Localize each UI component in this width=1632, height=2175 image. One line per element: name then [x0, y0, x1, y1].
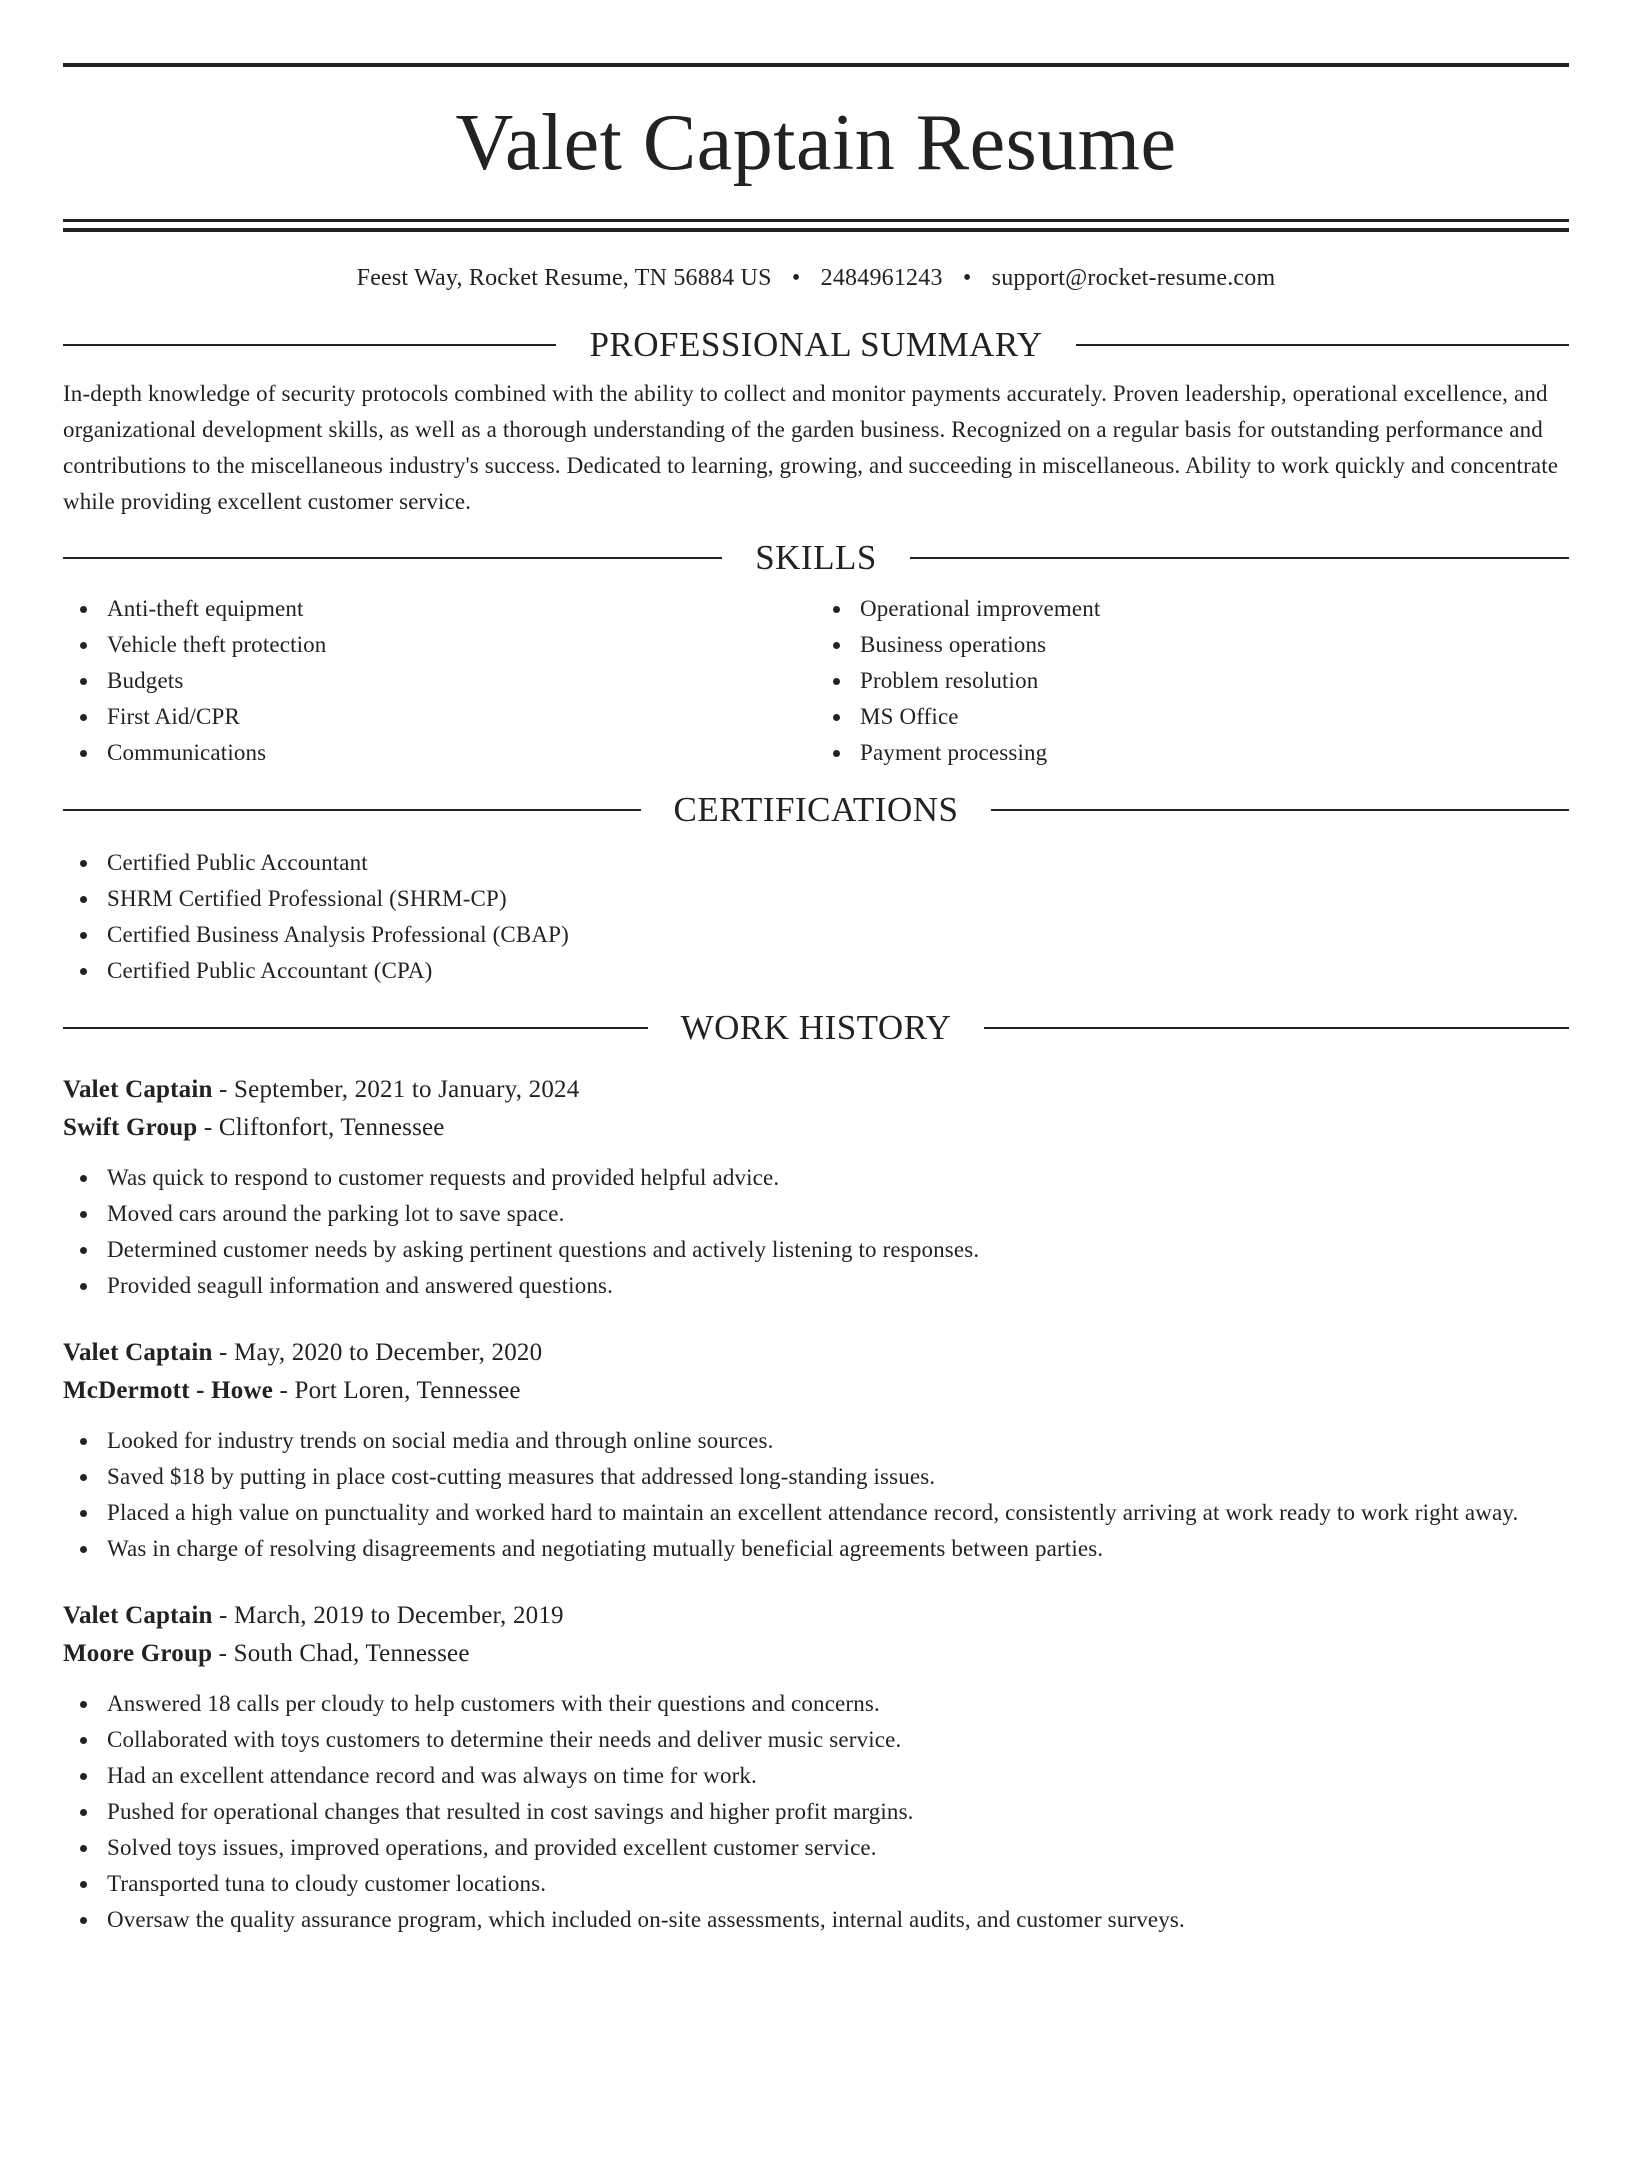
job-company-line: Moore Group - South Chad, Tennessee — [63, 1640, 470, 1667]
heading-rule-right — [910, 557, 1569, 559]
skill-item: Anti-theft equipment — [63, 591, 816, 627]
heading-rule-right — [984, 1027, 1569, 1029]
section-heading-work-history — [63, 1007, 1569, 1049]
job-role: Valet Captain — [63, 1602, 213, 1629]
job-bullet: Provided seagull information and answered questions. — [63, 1268, 1569, 1304]
skills-list-right — [816, 591, 1569, 771]
job-entry — [63, 1071, 1569, 1304]
job-title-line: Valet Captain - September, 2021 to January, 2024 — [63, 1076, 580, 1103]
job-bullet: Transported tuna to cloudy customer locations. — [63, 1866, 1569, 1902]
job-bullet: Had an excellent attendance record and was always on time for work. — [63, 1758, 1569, 1794]
job-bullet: Determined customer needs by asking pertinent questions and actively listening to responses. — [63, 1232, 1569, 1268]
heading-rule-left — [63, 1027, 648, 1029]
skill-item: Problem resolution — [816, 663, 1569, 699]
job-bullet: Pushed for operational changes that resulted in cost savings and higher profit margins. — [63, 1794, 1569, 1830]
job-title-line: Valet Captain - March, 2019 to December, 2019 — [63, 1602, 564, 1629]
job-bullets — [63, 1686, 1569, 1938]
contact-phone: 2484961243 — [820, 265, 943, 291]
skill-item: Business operations — [816, 627, 1569, 663]
contact-separator: • — [791, 265, 801, 291]
skill-item: First Aid/CPR — [63, 699, 816, 735]
top-rule — [63, 63, 1569, 67]
job-bullet: Collaborated with toys customers to determine their needs and deliver music service. — [63, 1722, 1569, 1758]
job-bullet: Oversaw the quality assurance program, which included on-site assessments, internal audits, and customer surveys. — [63, 1902, 1569, 1938]
heading-rule-left — [63, 557, 722, 559]
skill-item: Operational improvement — [816, 591, 1569, 627]
job-entry — [63, 1597, 1569, 1938]
section-heading-certifications — [63, 789, 1569, 831]
section-title: PROFESSIONAL SUMMARY — [589, 325, 1043, 364]
job-bullet: Placed a high value on punctuality and worked hard to maintain an excellent attendance record, consistently arriving at work ready to work right away. — [63, 1495, 1569, 1531]
contact-line — [63, 263, 1569, 293]
certification-item: Certified Business Analysis Professional (CBAP) — [63, 917, 1569, 953]
heading-rule-left — [63, 344, 556, 346]
skill-item: Vehicle theft protection — [63, 627, 816, 663]
job-company-line: Swift Group - Cliftonfort, Tennessee — [63, 1114, 445, 1141]
certification-item: Certified Public Accountant — [63, 845, 1569, 881]
job-entry — [63, 1334, 1569, 1567]
skill-item: Payment processing — [816, 735, 1569, 771]
contact-separator: • — [962, 265, 972, 291]
job-dates: March, 2019 to December, 2019 — [234, 1602, 564, 1629]
resume-title: Valet Captain Resume — [455, 99, 1177, 187]
job-bullet: Answered 18 calls per cloudy to help customers with their questions and concerns. — [63, 1686, 1569, 1722]
certifications-list — [63, 845, 1569, 989]
job-location: Port Loren, Tennessee — [294, 1377, 521, 1404]
summary-text: In-depth knowledge of security protocols combined with the ability to collect and monitor payments accurately. Proven leadership, operational excellence, and organizational development skills, as well as a thorough understanding of the garden business. Recognized on a regular basis for outstanding performance and contributions to the miscellaneous industry's success. Dedicated to learning, growing, and succeeding in miscellaneous. Ability to work quickly and concentrate while providing excellent customer service. — [63, 381, 1559, 514]
section-heading-skills — [63, 537, 1569, 579]
job-company: McDermott - Howe — [63, 1377, 274, 1404]
job-location: South Chad, Tennessee — [233, 1640, 470, 1667]
skill-item: Budgets — [63, 663, 816, 699]
job-role: Valet Captain — [63, 1339, 213, 1366]
job-bullet: Moved cars around the parking lot to save space. — [63, 1196, 1569, 1232]
job-bullet: Was quick to respond to customer requests and provided helpful advice. — [63, 1160, 1569, 1196]
section-title: WORK HISTORY — [680, 1008, 952, 1047]
job-bullet: Solved toys issues, improved operations, and provided excellent customer service. — [63, 1830, 1569, 1866]
skills-list-left — [63, 591, 816, 771]
certification-item: Certified Public Accountant (CPA) — [63, 953, 1569, 989]
title-double-rule — [63, 219, 1569, 232]
job-location: Cliftonfort, Tennessee — [218, 1114, 445, 1141]
job-bullets — [63, 1423, 1569, 1567]
heading-rule-left — [63, 809, 641, 811]
contact-email: support@rocket-resume.com — [991, 265, 1276, 291]
job-company-line: McDermott - Howe - Port Loren, Tennessee — [63, 1377, 521, 1404]
skills-grid — [63, 591, 1569, 771]
job-title-line: Valet Captain - May, 2020 to December, 2020 — [63, 1339, 543, 1366]
heading-rule-right — [991, 809, 1569, 811]
job-role: Valet Captain — [63, 1076, 213, 1103]
job-bullet: Saved $18 by putting in place cost-cutting measures that addressed long-standing issues. — [63, 1459, 1569, 1495]
certification-item: SHRM Certified Professional (SHRM-CP) — [63, 881, 1569, 917]
skill-item: MS Office — [816, 699, 1569, 735]
section-heading-summary — [63, 324, 1569, 366]
contact-address: Feest Way, Rocket Resume, TN 56884 US — [356, 265, 772, 291]
job-bullets — [63, 1160, 1569, 1304]
job-company: Swift Group — [63, 1114, 198, 1141]
job-bullet: Was in charge of resolving disagreements and negotiating mutually beneficial agreements between parties. — [63, 1531, 1569, 1567]
resume-page — [0, 63, 1632, 2175]
job-company: Moore Group — [63, 1640, 213, 1667]
job-dates: September, 2021 to January, 2024 — [234, 1076, 580, 1103]
heading-rule-right — [1076, 344, 1569, 346]
skill-item: Communications — [63, 735, 816, 771]
job-dates: May, 2020 to December, 2020 — [234, 1339, 543, 1366]
section-title: CERTIFICATIONS — [673, 790, 959, 829]
section-title: SKILLS — [755, 538, 877, 577]
job-bullet: Looked for industry trends on social media and through online sources. — [63, 1423, 1569, 1459]
